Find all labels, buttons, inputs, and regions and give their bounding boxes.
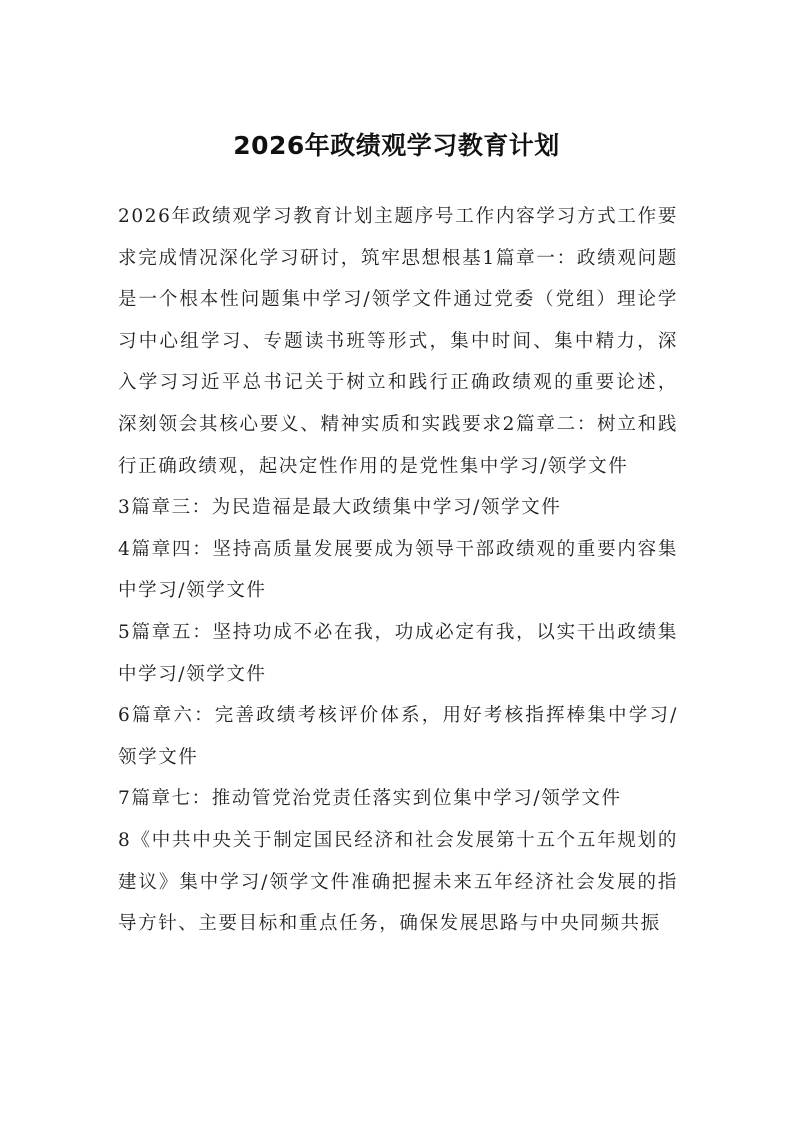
paragraph-item-4: 4篇章四：坚持高质量发展要成为领导干部政绩观的重要内容集中学习/领学文件 (118, 538, 678, 602)
paragraph-item-6: 6篇章六：完善政绩考核评价体系，用好考核指挥棒集中学习/领学文件 (118, 705, 678, 768)
paragraph-item-3: 3篇章三：为民造福是最大政绩集中学习/领学文件 (118, 497, 562, 519)
paragraph-item-7: 7篇章七：推动管党治党责任落实到位集中学习/领学文件 (118, 788, 622, 810)
document-title: 2026年政绩观学习教育计划 (233, 131, 560, 160)
paragraph-intro: 2026年政绩观学习教育计划主题序号工作内容学习方式工作要求完成情况深化学习研讨，筑牢思想根基1篇章一：政绩观问题是一个根本性问题集中学习/领学文件通过党委（党组）理论学习中心组学习、专题读书班等形式，集中时间、集中精力，深入学习习近平总书记关于树立和践行正确政绩观的重要论述，深刻领会其核心要义、精神实质和实践要求2篇章二：树立和践行正确政绩观，起决定性作用的是党性集中学习/领学文件 (118, 206, 678, 477)
paragraph-item-5: 5篇章五：坚持功成不必在我，功成必定有我，以实干出政绩集中学习/领学文件 (118, 621, 678, 685)
paragraph-item-8: 8《中共中央关于制定国民经济和社会发展第十五个五年规划的建议》集中学习/领学文件准确把握未来五年经济社会发展的指导方针、主要目标和重点任务，确保发展思路与中央同频共振 (118, 829, 678, 935)
document-body (118, 196, 678, 945)
